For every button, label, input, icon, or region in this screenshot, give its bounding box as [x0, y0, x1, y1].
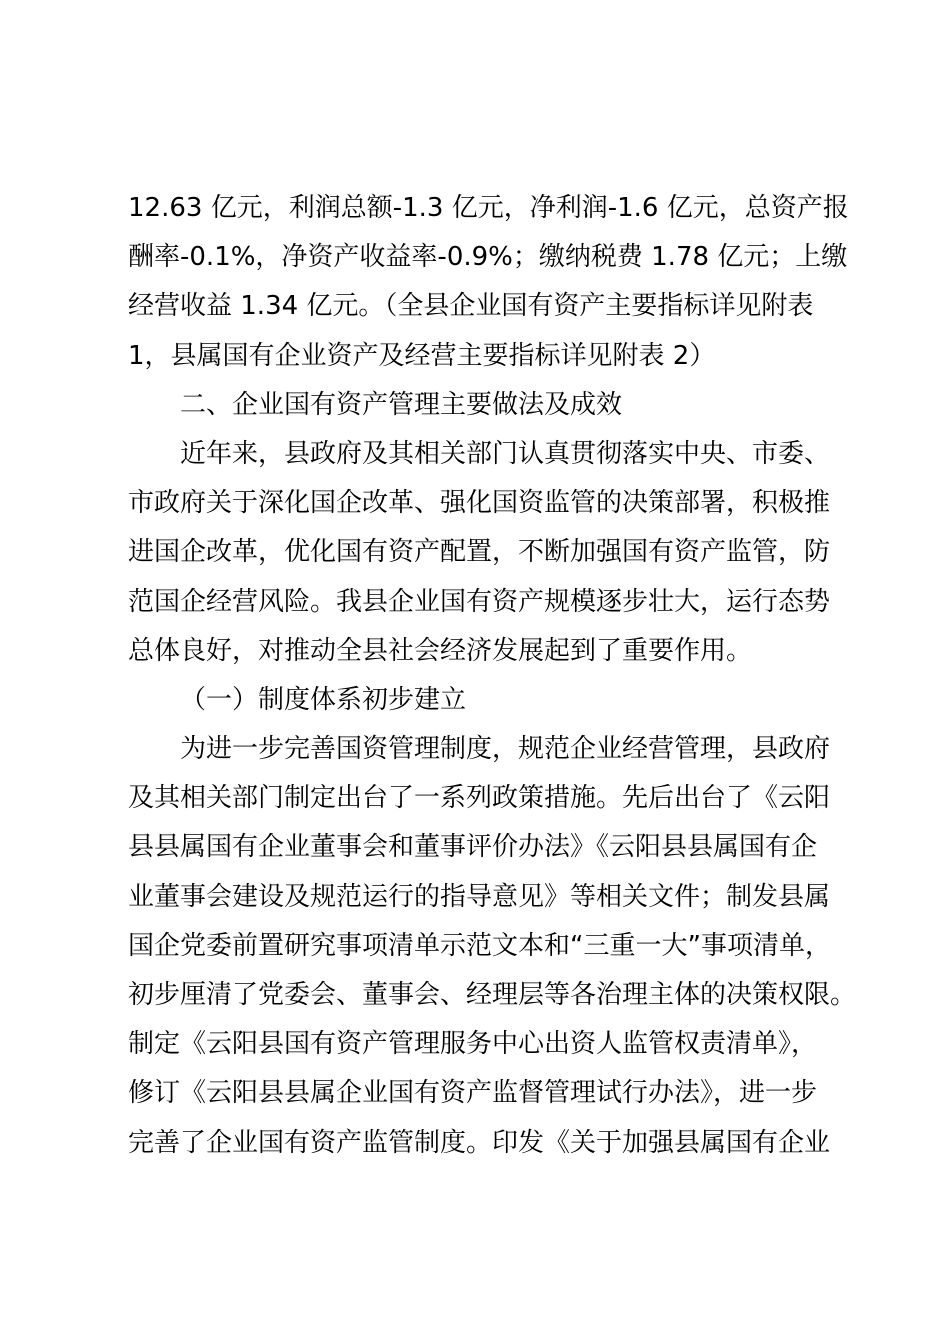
text-line-4: 1，县属国有企业资产及经营主要指标详见附表 2）: [128, 340, 716, 371]
text-line-8: 进国企改革，优化国有资产配置，不断加强国有资产监管，防: [128, 537, 831, 568]
text-line-1: 12.63 亿元，利润总额-1.3 亿元，净利润-1.6 亿元，总资产报: [128, 193, 849, 223]
section-heading: 二、企业国有资产管理主要做法及成效: [180, 389, 623, 420]
text-line-2: 酬率-0.1%，净资产收益率-0.9%；缴纳税费 1.78 亿元；上缴: [128, 242, 848, 273]
document-body: [128, 184, 857, 1168]
text-line-19: 修订《云阳县县属企业国有资产监督管理试行办法》，进一步: [128, 1078, 818, 1109]
text-line-7: 市政府关于深化国企改革、强化国资监管的决策部署，积极推: [128, 488, 831, 519]
text-line-20: 完善了企业国有资产监管制度。印发《关于加强县属国有企业: [128, 1127, 831, 1158]
text-line-3: 经营收益 1.34 亿元。（全县企业国有资产主要指标详见附表: [128, 291, 814, 322]
text-line-13: 及其相关部门制定出台了一系列政策措施。先后出台了《云阳: [128, 783, 831, 814]
text-line-14: 县县属国有企业董事会和董事评价办法》《云阳县县属国有企: [128, 832, 818, 863]
text-line-6: 近年来，县政府及其相关部门认真贯彻落实中央、市委、: [180, 438, 831, 469]
text-line-17: 初步厘清了党委会、董事会、经理层等各治理主体的决策权限。: [128, 980, 857, 1010]
text-line-18: 制定《云阳县国有资产管理服务中心出资人监管权责清单》，: [128, 1029, 818, 1060]
text-line-10: 总体良好，对推动全县社会经济发展起到了重要作用。: [128, 635, 753, 666]
subsection-heading: （一）制度体系初步建立: [180, 684, 467, 715]
text-line-12: 为进一步完善国资管理制度，规范企业经营管理，县政府: [180, 734, 831, 765]
text-line-9: 范国企经营风险。我县企业国有资产规模逐步壮大，运行态势: [128, 586, 831, 617]
text-line-15: 业董事会建设及规范运行的指导意见》等相关文件；制发县属: [128, 881, 831, 912]
text-line-16: 国企党委前置研究事项清单示范文本和“三重一大”事项清单，: [128, 930, 831, 961]
